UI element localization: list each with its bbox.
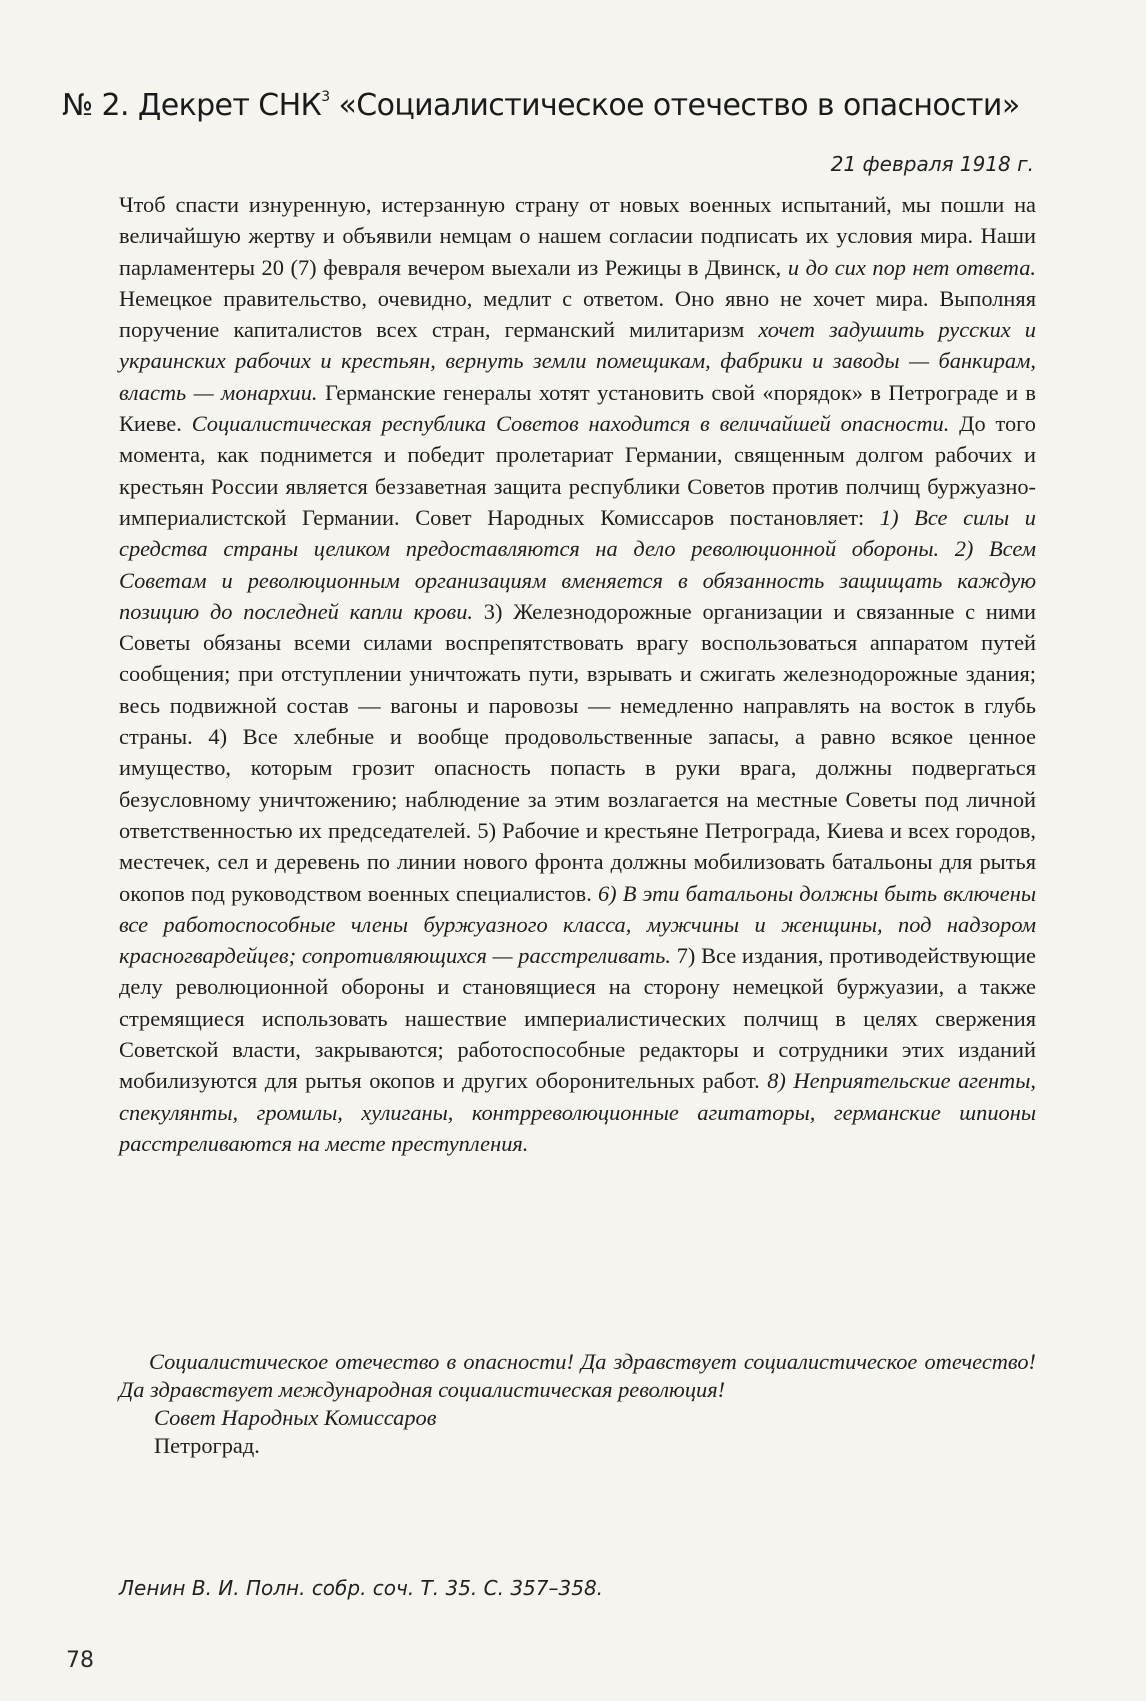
body-segment-italic: 6) В эти батальоны должны быть включены все работоспособные члены буржуазного класса, мужчины и женщины, под надзором красногвардейцев; сопротивляющихся — расстреливать. bbox=[119, 880, 1036, 969]
closing-slogan: Социалистическое отечество в опасности! Да здравствует социалистическое отечество! Да здравствует международная социалистическая революция! bbox=[119, 1349, 1036, 1402]
heading-number: № 2. Декрет СНК bbox=[62, 88, 322, 123]
decree-closing bbox=[119, 1348, 1036, 1460]
body-segment: Чтоб спасти изнуренную, истерзанную страну от новых военных испытаний, мы пошли на величайшую жертву и объявили немцам о нашем согласии подписать их условия мира. Наши парламентеры 20 (7) февраля вечером выехали из Режицы в Двинск, bbox=[119, 192, 1036, 280]
document-heading bbox=[62, 86, 1052, 126]
footnote-marker[interactable]: 3 bbox=[321, 89, 330, 105]
body-segment: Немецкое правительство, очевидно, медлит с ответом. Оно явно не хочет мира. Выполняя поручение капиталистов всех стран, германский милитаризм bbox=[119, 285, 1036, 343]
body-segment-italic: 1) Все силы и средства страны целиком предоставляются на дело революционной обороны. 2) Всем Советам и революционным организациям вменяется в обязанность защищать каждую позицию до последней капли крови. bbox=[119, 504, 1036, 624]
source-citation: Ленин В. И. Полн. собр. соч. Т. 35. С. 357–358. bbox=[119, 1576, 604, 1600]
body-segment-italic: и до сих пор нет ответа. bbox=[787, 254, 1036, 280]
decree-body bbox=[119, 189, 1036, 1159]
signatory: Совет Народных Комиссаров bbox=[154, 1405, 437, 1430]
heading-title: «Социалистическое отечество в опасности» bbox=[329, 88, 1020, 123]
body-segment: 7) Все издания, противодействующие делу революционной обороны и становящиеся на сторону немецкой буржуазии, а также стремящиеся использовать нашествие империалистических полчищ в целях свержения Советской власти, закрываются; работоспособные редакторы и сотрудники этих изданий мобилизуются для рытья окопов и других оборонительных работ. bbox=[119, 943, 1036, 1094]
body-segment: Германские генералы хотят установить свой «порядок» в Петрограде и в Киеве. bbox=[119, 379, 1036, 437]
body-segment-italic: хочет задушить русских и украинских рабочих и крестьян, вернуть земли помещикам, фабрики и заводы — банкирам, власть — монархии. bbox=[119, 317, 1036, 405]
page-number: 78 bbox=[66, 1648, 94, 1673]
body-segment-italic: Социалистическая республика Советов находится в величайшей опасности. bbox=[191, 411, 950, 437]
body-segment: 3) Железнодорожные организации и связанные с ними Советы обязаны всеми силами воспрепятствовать врагу воспользоваться аппаратом путей сообщения; при отступлении уничтожать пути, взрывать и сжигать железнодорожные здания; весь подвижной состав — вагоны и паровозы — немедленно направлять на восток в глубь страны. 4) Все хлебные и вообще продовольственные запасы, а равно всякое ценное имущество, которым грозит опасность попасть в руки врага, должны подвергаться безусловному уничтожению; наблюдение за этим возлагается на местные Советы под личной ответственностью их председателей. 5) Рабочие и крестьяне Петрограда, Киева и всех городов, местечек, сел и деревень по линии нового фронта должны мобилизовать батальоны для рытья окопов под руководством военных специалистов. bbox=[119, 598, 1036, 906]
body-segment-italic: 8) Неприятельские агенты, спекулянты, громилы, хулиганы, контрреволюционные агитаторы, германские шпионы расстреливаются на месте преступления. bbox=[119, 1068, 1036, 1156]
body-segment: До того момента, как поднимется и победит пролетариат Германии, священным долгом рабочих и крестьян России является беззаветная защита республики Советов против полчищ буржуазно-империалистской Германии. Совет Народных Комиссаров постановляет: bbox=[119, 411, 1036, 530]
place-of-issue: Петроград. bbox=[154, 1433, 260, 1458]
document-date: 21 февраля 1918 г. bbox=[830, 152, 1034, 176]
